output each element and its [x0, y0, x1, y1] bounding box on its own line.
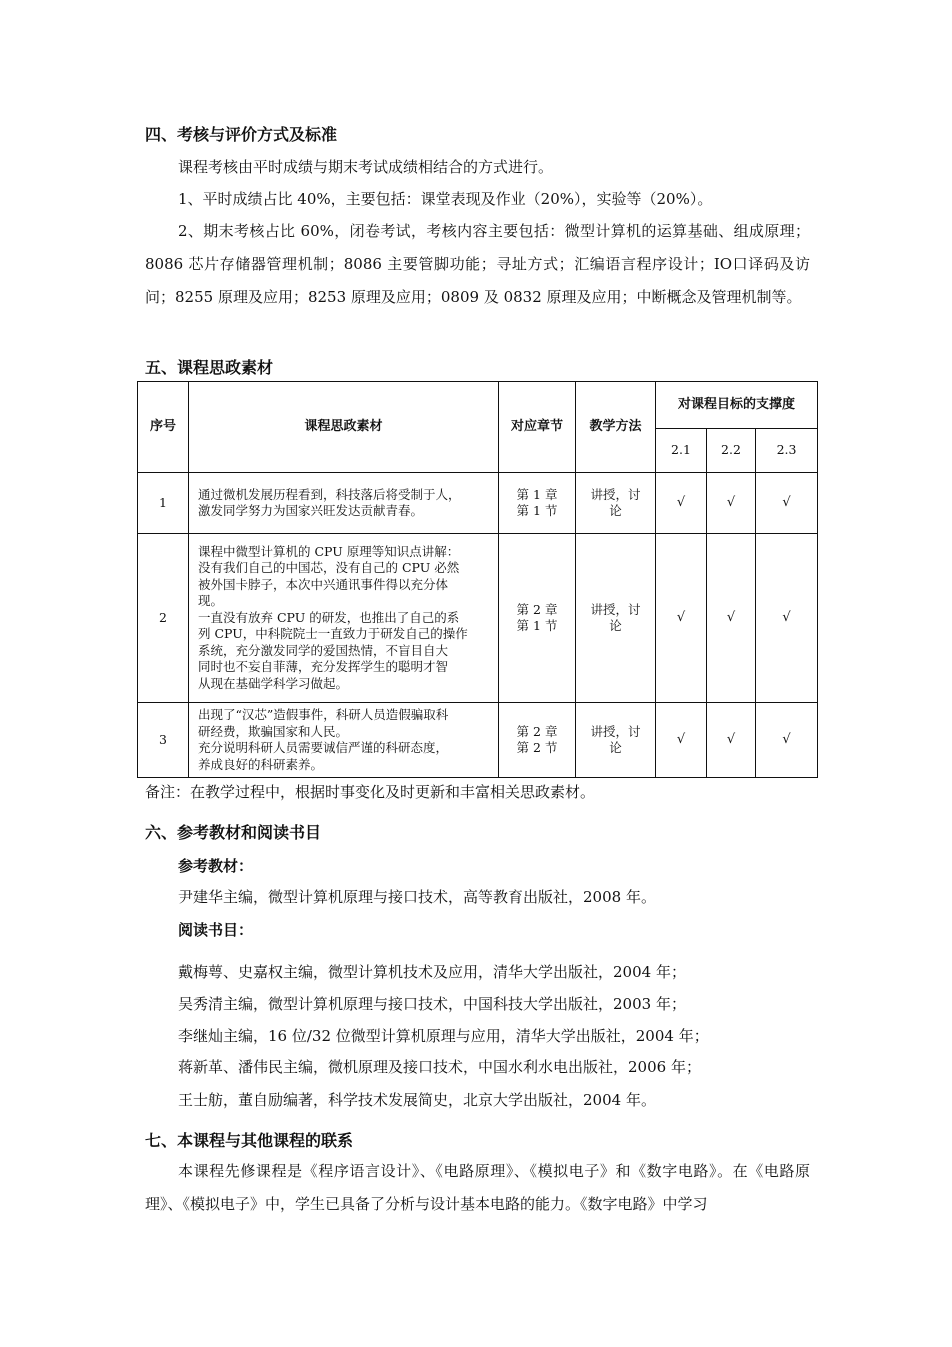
- chapter-text: 第 2 章: [516, 601, 558, 617]
- material-line: 出现了“汉芯”造假事件，科研人员造假骗取科: [198, 707, 449, 722]
- header-no: 序号: [138, 382, 189, 473]
- table-note: 备注：在教学过程中，根据时事变化及时更新和丰富相关思政素材。: [145, 783, 596, 801]
- table-row: [138, 473, 818, 534]
- material-line: 被外国卡脖子，本次中兴通讯事件得以充分体: [198, 576, 449, 592]
- section-6-title: 六、参考教材和阅读书目: [145, 823, 322, 842]
- material-line: 从现在基础学科学习做起。: [198, 675, 349, 691]
- section-5-title: 五、课程思政素材: [145, 358, 274, 377]
- chapter-text: 第 1 章: [516, 486, 558, 502]
- header-material: 课程思政素材: [189, 382, 499, 473]
- chapter-cell: [499, 703, 576, 778]
- material-line: 没有我们自己的中国芯，没有自己的 CPU 必然: [198, 560, 460, 576]
- method-text: 讲授，讨: [590, 723, 641, 739]
- reading-label: 阅读书目：: [178, 921, 254, 939]
- row-number: 3: [138, 703, 189, 778]
- header-support: 对课程目标的支撑度: [656, 382, 818, 429]
- table-header-row: [138, 382, 818, 429]
- material-line: 现。: [198, 593, 224, 609]
- material-line: 一直没有放弃 CPU 的研发，也推出了自己的系: [198, 609, 460, 625]
- chapter-cell: [499, 473, 576, 534]
- section-7-paragraph: 本课程先修课程是《程序语言设计》、《电路原理》、《模拟电子》和《数字电路》。在《电路原理》、《模拟电子》中，学生已具备了分析与设计基本电路的能力。《数字电路》中学习: [145, 1162, 810, 1213]
- reading-book-3: 李继灿主编，16 位/32 位微型计算机原理与应用，清华大学出版社，2004 年；: [178, 1027, 709, 1045]
- material-cell: [189, 703, 499, 778]
- header-goal-2-1: 2.1: [656, 429, 707, 473]
- method-text: 论: [609, 503, 622, 518]
- chapter-cell: [499, 534, 576, 703]
- material-line: 研经费，欺骗国家和人民。: [198, 723, 349, 739]
- reading-book-5: 王士舫，董自励编著，科学技术发展简史，北京大学出版社，2004 年。: [178, 1091, 656, 1109]
- section-7-title: 七、本课程与其他课程的联系: [145, 1131, 354, 1150]
- row-number: 1: [138, 473, 189, 534]
- section-4-intro: 课程考核由平时成绩与期末考试成绩相结合的方式进行。: [178, 158, 554, 176]
- check-mark-2-2: √: [707, 534, 756, 703]
- header-goal-2-2: 2.2: [707, 429, 756, 473]
- material-line: 激发同学努力为国家兴旺发达贡献青春。: [198, 503, 424, 518]
- ideology-material-table: [137, 381, 818, 778]
- header-goal-2-3: 2.3: [756, 429, 818, 473]
- check-mark-2-2: √: [707, 703, 756, 778]
- section-text: 第 1 节: [516, 503, 558, 518]
- material-line: 列 CPU，中科院院士一直致力于研发自己的操作: [198, 626, 468, 642]
- method-text: 论: [609, 618, 622, 633]
- reading-book-2: 吴秀清主编，微型计算机原理与接口技术，中国科技大学出版社，2003 年；: [178, 995, 686, 1013]
- method-cell: [576, 534, 656, 703]
- material-cell: [189, 473, 499, 534]
- textbook-entry: 尹建华主编，微型计算机原理与接口技术，高等教育出版社，2008 年。: [178, 888, 656, 906]
- textbook-label: 参考教材：: [178, 857, 254, 875]
- check-mark-2-3: √: [756, 473, 818, 534]
- material-line: 课程中微型计算机的 CPU 原理等知识点讲解：: [198, 543, 460, 559]
- method-cell: [576, 473, 656, 534]
- check-mark-2-1: √: [656, 703, 707, 778]
- method-text: 论: [609, 740, 622, 755]
- section-4-title: 四、考核与评价方式及标准: [145, 125, 338, 144]
- material-line: 通过微机发展历程看到，科技落后将受制于人，: [198, 486, 461, 502]
- check-mark-2-3: √: [756, 703, 818, 778]
- material-line: 系统，充分激发同学的爱国热情，不盲目自大: [198, 642, 449, 658]
- check-mark-2-2: √: [707, 473, 756, 534]
- reading-book-4: 蒋新革、潘伟民主编，微机原理及接口技术，中国水利水电出版社，2006 年；: [178, 1058, 701, 1076]
- method-text: 讲授，讨: [590, 601, 641, 617]
- material-line: 充分说明科研人员需要诚信严谨的科研态度，: [198, 740, 449, 755]
- header-method: 教学方法: [576, 382, 656, 473]
- material-cell: [189, 534, 499, 703]
- section-4-item-1: 1、平时成绩占比 40%，主要包括：课堂表现及作业（20%），实验等（20%）。: [178, 190, 713, 208]
- section-text: 第 2 节: [516, 740, 558, 755]
- material-line: 同时也不妄自菲薄，充分发挥学生的聪明才智: [198, 659, 449, 675]
- section-text: 第 1 节: [516, 618, 558, 633]
- check-mark-2-1: √: [656, 473, 707, 534]
- row-number: 2: [138, 534, 189, 703]
- reading-book-1: 戴梅萼、史嘉权主编，微型计算机技术及应用，清华大学出版社，2004 年；: [178, 963, 686, 981]
- section-4-item-2: 2、期末考核占比 60%，闭卷考试，考核内容主要包括：微型计算机的运算基础、组成原理；8086 芯片存储器管理机制；8086 主要管脚功能；寻址方式；汇编语言程序设计；IO口译码及访问；8255 原理及应用；8253 原理及应用；0809 及 0832 原理及应用；中断概念及管理机制等。: [145, 222, 810, 306]
- table-row: [138, 534, 818, 703]
- header-chapter: 对应章节: [499, 382, 576, 473]
- table-row: [138, 703, 818, 778]
- check-mark-2-1: √: [656, 534, 707, 703]
- material-line: 养成良好的科研素养。: [198, 756, 324, 772]
- method-cell: [576, 703, 656, 778]
- check-mark-2-3: √: [756, 534, 818, 703]
- method-text: 讲授，讨: [590, 486, 641, 502]
- chapter-text: 第 2 章: [516, 723, 558, 739]
